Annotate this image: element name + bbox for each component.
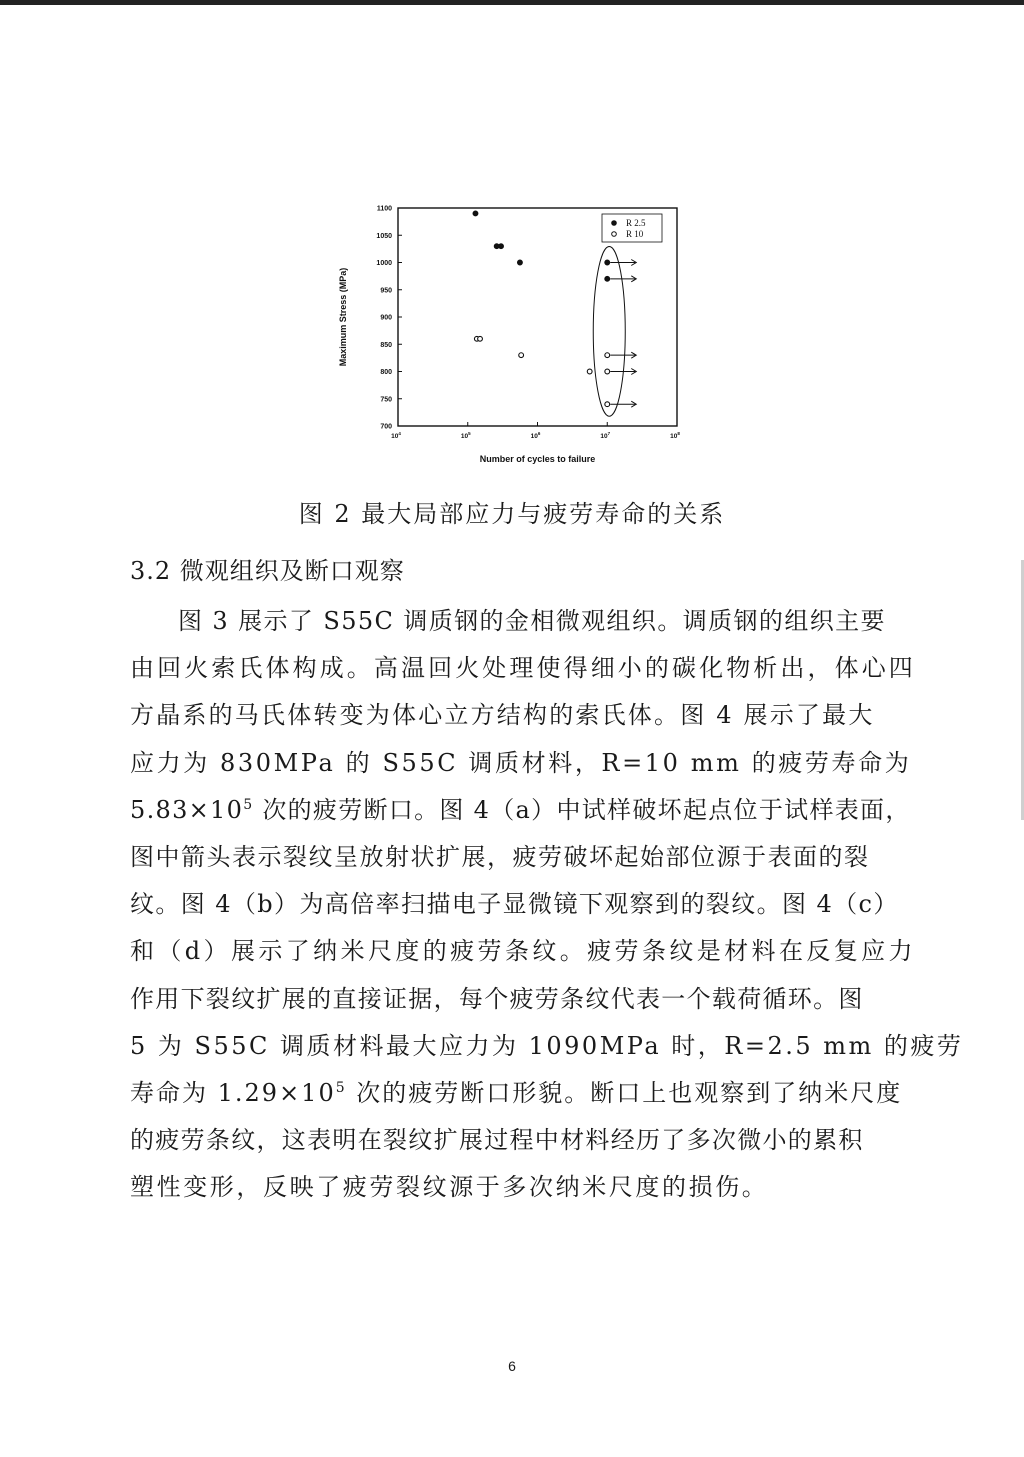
data-point [499, 244, 504, 249]
line-text: 图中箭头表示裂纹呈放射状扩展，疲劳破坏起始部位源于表面的裂 [130, 842, 870, 871]
y-tick-label: 700 [380, 423, 392, 431]
paragraph-line [130, 1023, 964, 1070]
data-point [605, 369, 610, 374]
data-point [605, 260, 610, 265]
paragraph-line [130, 1164, 900, 1211]
x-tick-label: $10^8$ [670, 431, 680, 440]
paragraph-line [130, 834, 900, 881]
exponent: 5 [335, 1079, 347, 1096]
line-text: 塑性变形，反映了疲劳裂纹源于多次纳米尺度的损伤。 [130, 1173, 769, 1202]
paragraph-line [130, 928, 916, 975]
line-text: 由回火索氏体构成。高温回火处理使得细小的碳化物析出，体心四 [130, 654, 916, 683]
paragraph-line [130, 598, 900, 645]
paragraph-line [130, 1117, 900, 1164]
line-text: 次的疲劳断口。图 4（a）中试样破坏起点位于试样表面， [253, 795, 911, 824]
data-point [518, 260, 523, 265]
paragraph-line [130, 645, 916, 692]
legend-label: R 10 [626, 229, 644, 239]
x-tick-label: $10^7$ [600, 431, 611, 440]
paragraph-line [130, 740, 912, 787]
y-tick-label: 1000 [376, 260, 392, 267]
data-point [605, 402, 610, 407]
body-paragraph [130, 598, 964, 1211]
data-point [605, 353, 610, 358]
line-text: 5.83×10 [130, 795, 244, 824]
paragraph-line [130, 976, 900, 1023]
legend-marker [612, 221, 617, 226]
page-number: 6 [508, 1358, 516, 1374]
data-point [478, 336, 483, 341]
line-text: 的疲劳条纹，这表明在裂纹扩展过程中材料经历了多次微小的累积 [130, 1126, 864, 1155]
stress-life-chart [330, 190, 700, 480]
data-point [605, 276, 610, 281]
line-text: 5 为 S55C 调质材料最大应力为 1090MPa 时，R=2.5 mm 的疲劳 [130, 1031, 964, 1060]
x-tick-label: $10^4$ [391, 431, 401, 440]
line-text: 寿命为 1.29×10 [130, 1078, 336, 1107]
y-tick-label: 1050 [376, 232, 392, 240]
x-tick-label: $10^5$ [460, 431, 471, 440]
legend-label: R 2.5 [626, 218, 646, 228]
line-text: 和（d）展示了纳米尺度的疲劳条纹。疲劳条纹是材料在反复应力 [130, 937, 916, 966]
x-tick-label: $10^6$ [530, 431, 541, 440]
y-tick-label: 950 [380, 287, 392, 295]
line-text: 作用下裂纹扩展的直接证据，每个疲劳条纹代表一个载荷循环。图 [130, 984, 864, 1013]
line-text: 图 3 展示了 S55C 调质钢的金相微观组织。调质钢的组织主要 [178, 607, 886, 635]
paragraph-line [130, 692, 900, 739]
y-tick-label: 900 [380, 314, 392, 322]
data-point [519, 353, 524, 358]
data-point [473, 211, 478, 216]
y-tick-label: 800 [380, 369, 392, 376]
x-axis-label: Number of cycles to failure [479, 454, 596, 464]
line-text: 应力为 830MPa 的 S55C 调质材料，R=10 mm 的疲劳寿命为 [130, 748, 912, 777]
line-text: 次的疲劳断口形貌。断口上也观察到了纳米尺度 [346, 1078, 903, 1107]
scan-edge-top [0, 0, 1024, 5]
data-point [587, 369, 592, 374]
paragraph-line [130, 787, 911, 834]
paragraph-line [130, 881, 900, 928]
y-tick-label: 1100 [376, 205, 392, 213]
y-axis-label: Maximum Stress (MPa) [338, 267, 348, 367]
line-text: 纹。图 4（b）为高倍率扫描电子显微镜下观察到的裂纹。图 4（c） [130, 890, 899, 919]
paragraph-line [130, 1070, 903, 1117]
figure-caption: 图 2 最大局部应力与疲劳寿命的关系 [298, 500, 726, 528]
section-heading: 3.2 微观组织及断口观察 [130, 557, 405, 585]
exponent: 5 [243, 796, 254, 813]
legend-marker [612, 232, 617, 237]
line-text: 方晶系的马氏体转变为体心立方结构的索氏体。图 4 展示了最大 [130, 701, 875, 730]
runout-ellipse [593, 247, 625, 417]
y-tick-label: 750 [380, 396, 392, 404]
y-tick-label: 850 [380, 341, 392, 349]
